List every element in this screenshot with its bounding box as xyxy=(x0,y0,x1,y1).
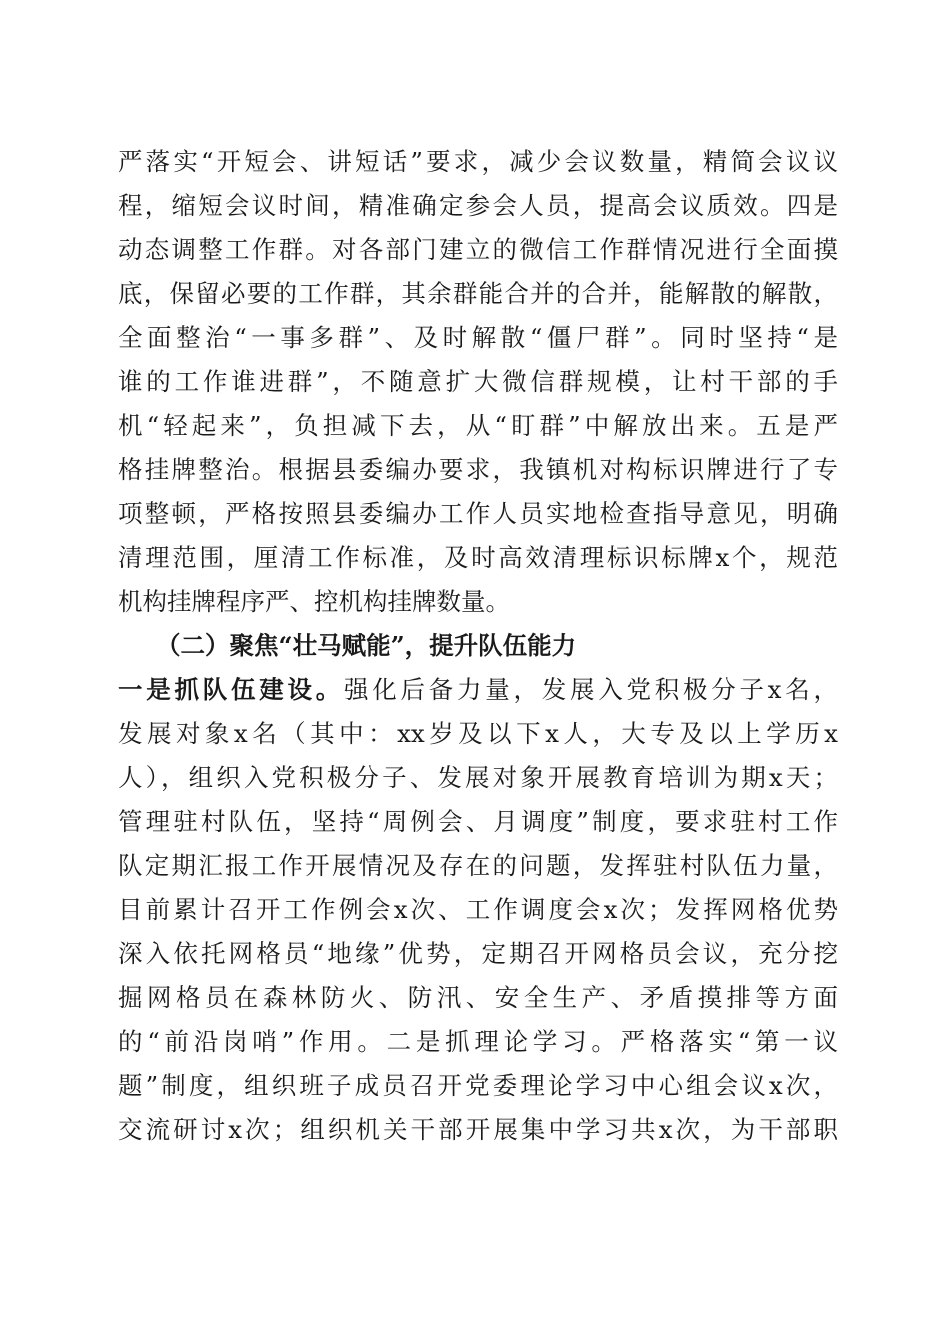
paragraph-line: 机“轻起来”，负担减下去，从“盯群”中解放出来。五是严 xyxy=(118,411,838,440)
paragraph-lead-rest: 强化后备力量，发展入党积极分子x名， xyxy=(343,675,838,704)
paragraph-line: 管理驻村队伍，坚持“周例会、月调度”制度，要求驻村工作 xyxy=(118,807,838,836)
paragraph-line: 掘网格员在森林防火、防汛、安全生产、矛盾摸排等方面 xyxy=(118,983,838,1012)
paragraph-line: 程，缩短会议时间，精准确定参会人员，提高会议质效。四是 xyxy=(118,191,838,220)
paragraph-line: 交流研讨x次；组织机关干部开展集中学习共x次，为干部职 xyxy=(118,1115,838,1144)
paragraph-line: 机构挂牌程序严、控机构挂牌数量。 xyxy=(118,587,510,616)
paragraph-line: 严落实“开短会、讲短话”要求，减少会议数量，精简会议议 xyxy=(118,147,838,176)
section-heading: （二）聚焦“壮马赋能”，提升队伍能力 xyxy=(156,631,577,660)
paragraph-line: 目前累计召开工作例会x次、工作调度会x次；发挥网格优势 xyxy=(118,895,838,924)
paragraph-line: 动态调整工作群。对各部门建立的微信工作群情况进行全面摸 xyxy=(118,235,838,264)
paragraph-line: 全面整治“一事多群”、及时解散“僵尸群”。同时坚持“是 xyxy=(118,323,838,352)
paragraph-line: 发展对象x名（其中：xx岁及以下x人，大专及以上学历x xyxy=(118,719,838,748)
paragraph-line: 谁的工作谁进群”，不随意扩大微信群规模，让村干部的手 xyxy=(118,367,838,396)
paragraph-line: 清理范围，厘清工作标准，及时高效清理标识标牌x个，规范 xyxy=(118,543,838,572)
paragraph-line: 格挂牌整治。根据县委编办要求，我镇机对构标识牌进行了专 xyxy=(118,455,838,484)
paragraph-line: 人），组织入党积极分子、发展对象开展教育培训为期x天； xyxy=(118,763,838,792)
paragraph-line: 深入依托网格员“地缘”优势，定期召开网格员会议，充分挖 xyxy=(118,939,838,968)
paragraph-line: 的“前沿岗哨”作用。二是抓理论学习。严格落实“第一议 xyxy=(118,1027,838,1056)
paragraph-line xyxy=(118,668,838,712)
paragraph-line: 题”制度，组织班子成员召开党委理论学习中心组会议x次， xyxy=(118,1071,838,1100)
paragraph-line: 项整顿，严格按照县委编办工作人员实地检查指导意见，明确 xyxy=(118,499,838,528)
paragraph-line: 底，保留必要的工作群，其余群能合并的合并，能解散的解散， xyxy=(118,279,838,308)
paragraph-lead: 一是抓队伍建设。 xyxy=(118,675,344,704)
paragraph-line: 队定期汇报工作开展情况及存在的问题，发挥驻村队伍力量， xyxy=(118,851,838,880)
document-body xyxy=(118,140,838,1152)
